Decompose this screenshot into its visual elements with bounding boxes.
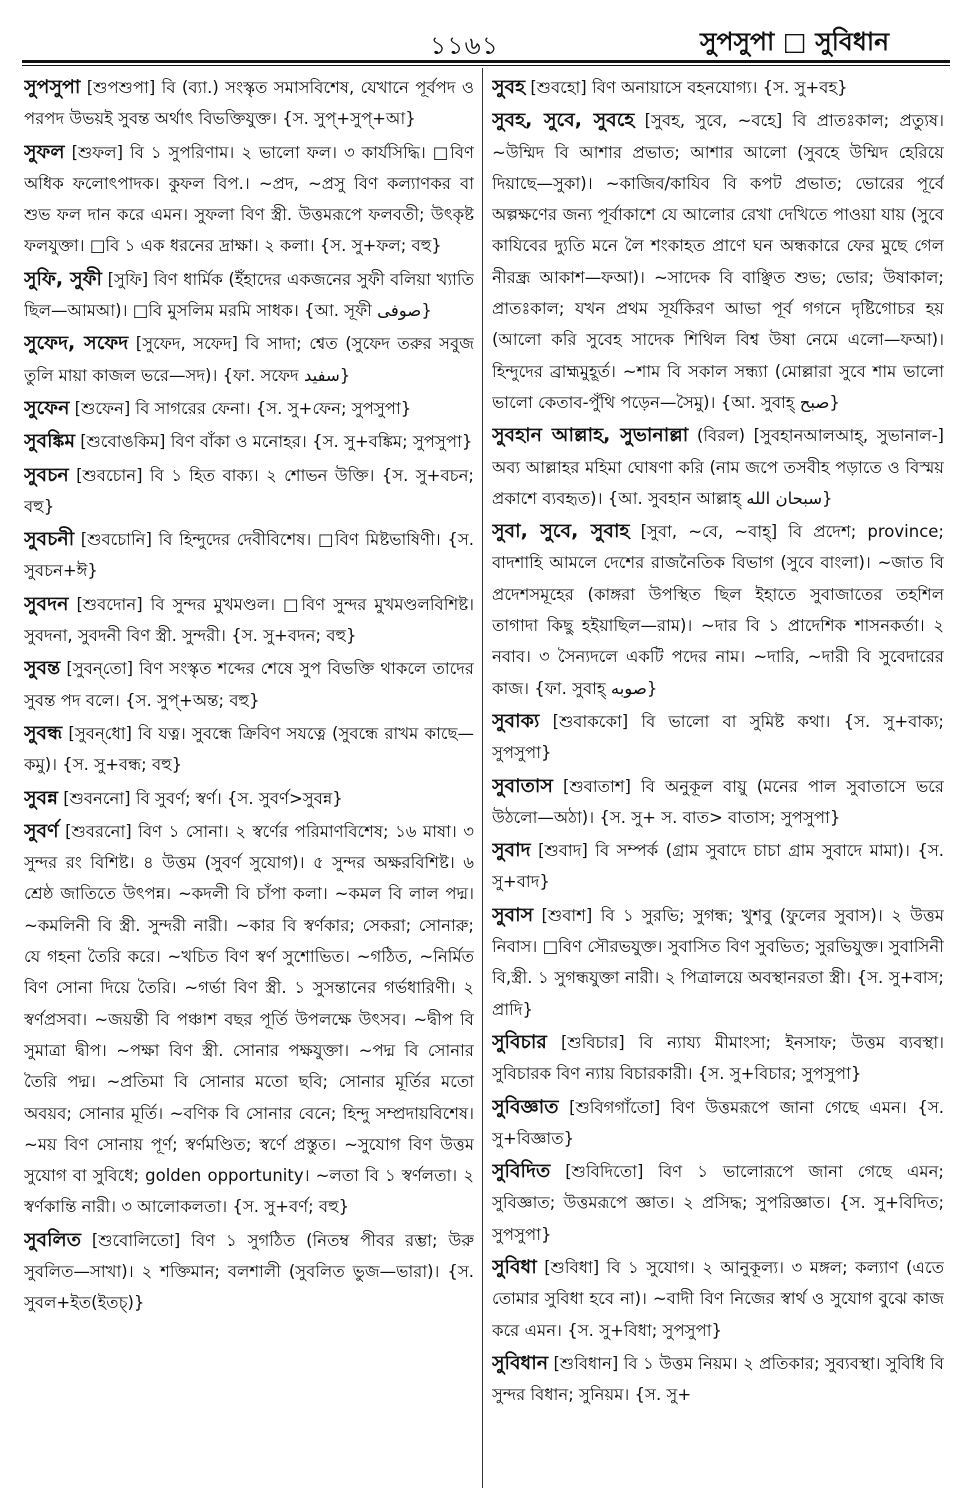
dictionary-entry: [492, 1252, 944, 1346]
entry-headword: সুবঙ্কিম: [24, 430, 75, 453]
page-number: ১১৬১: [430, 31, 499, 60]
entry-definition: [শুবোঙকিম] বিণ বাঁকা ও মনোহর। {স. সু+বঙ্কিম; সুপসুপা}: [80, 432, 473, 452]
entry-definition: [শুবরনো] বিণ ১ সোনা। ২ স্বর্ণের পরিমাণবিশেষ; ১৬ মাষা। ৩ সুন্দর রং বিশিষ্ট। ৪ উত্তম (সুবর্ণ সুযোগ)। ৫ সুন্দর অক্ষরবিশিষ্ট। ৬ শ্রেষ্ঠ জাতিতে উৎপন্ন। ~কদলী বি চাঁপা কলা। ~কমল বি লাল পদ্ম। ~কমলিনী বি স্ত্রী. সুন্দরী নারী। ~কার বি স্বর্ণকার; সেকরা; সোনারু; যে গহনা তৈরি করে। ~খচিত বিণ স্বর্ণ সুশোভিত। ~গঠিত, ~নির্মিত বিণ সোনা দিয়ে তৈরি। ~গর্ভা বিণ স্ত্রী. ১ সুসন্তানের গর্ভধারিণী। ২ স্বর্ণপ্রসবা। ~জয়ন্তী বি পঞ্চাশ বছর পূর্তি উপলক্ষে উৎসব। ~দ্বীপ বি সুমাত্রা দ্বীপ। ~পক্ষা বিণ স্ত্রী. সোনার পক্ষযুক্তা। ~পদ্ম বি সোনার তৈরি পদ্ম। ~প্রতিমা বি সোনার মতো ছবি; সোনার মূর্তির মতো অবয়ব; সোনার মূর্তি। ~বণিক বি সোনার বেনে; হিন্দু সম্প্রদায়বিশেষ। ~ময় বিণ সোনায় পূর্ণ; স্বর্ণমণ্ডিত; স্বর্ণে প্রস্তুত। ~সুযোগ বিণ উত্তম সুযোগ বা সুবিধে; golden opportunity। ~লতা বি ১ স্বর্ণলতা। ২ স্বর্ণকান্তি নারী। ৩ আলোকলতা। {স. সু+বর্ণ; বহু}: [24, 821, 474, 1217]
dictionary-entry: [24, 328, 474, 391]
column-divider: [482, 68, 483, 1488]
entry-headword: সুফি, সুফী: [24, 267, 102, 290]
dictionary-entry: [492, 706, 944, 769]
dictionary-entry: [24, 137, 474, 262]
entry-definition: [শুবাশ] বি ১ সুরভি; সুগন্ধ; খুশবু (ফুলের সুবাস)। ২ উত্তম নিবাস। □বিণ সৌরভযুক্ত। সুবাসিত বিণ সুবভিত; সুরভিযুক্ত। সুবাসিনী বি,স্ত্রী. ১ সুগন্ধযুক্তা নারী। ২ পিত্রালয়ে অবস্থানরতা স্ত্রী। {স. সু+বাস; প্রাদি}: [492, 905, 944, 1019]
entry-headword: সুবন্ধ: [24, 721, 63, 744]
entry-headword: সুবিজ্ঞাত: [492, 1095, 559, 1118]
dictionary-entry: [24, 816, 474, 1223]
left-column: [24, 72, 474, 1480]
entry-headword: সুবিধান: [492, 1351, 549, 1374]
entry-headword: সুবা, সুবে, সুবাহ: [492, 520, 630, 543]
entry-definition: [সুবন্‌তো] বিণ সংস্কৃত শব্দের শেষে সুপ বিভক্তি থাকলে তাদের সুবন্ত পদ বলে। {স. সুপ্+অন্ত; বহু}: [24, 659, 474, 710]
entry-headword: সুবহ, সুবে, সুবহে: [492, 109, 635, 132]
dictionary-entry: [24, 460, 474, 523]
header-rule-thin: [22, 65, 950, 66]
dictionary-entry: [492, 1027, 944, 1090]
entry-definition: [শুবাককো] বি ভালো বা সুমিষ্ট কথা। {স. সু+বাক্য; সুপসুপা}: [492, 711, 944, 763]
dictionary-entry: [24, 426, 474, 457]
entry-headword: সুবন্ত: [24, 657, 61, 680]
entry-definition: [শুবননো] বি সুবর্ণ; স্বর্ণ। {স. সুবর্ণ>সুবন্ন}: [63, 788, 343, 808]
dictionary-entry: [24, 1225, 474, 1319]
dictionary-entry: [24, 524, 474, 587]
entry-definition: [শুবদোন] বি সুন্দর মুখমণ্ডল। □বিণ সুন্দর মুখমণ্ডলবিশিষ্ট। সুবদনা, সুবদনী বিণ স্ত্রী. সুন্দরী। {স. সু+বদন; বহু}: [24, 594, 474, 646]
dictionary-entry: [492, 516, 944, 704]
entry-headword: সুপসুপা: [24, 76, 81, 98]
dictionary-entry: [492, 72, 944, 103]
entry-headword: সুফেন: [24, 396, 70, 419]
dictionary-entry: [492, 771, 944, 834]
entry-definition: (বিরল) [সুবহানআলআহ্, সুভানাল-] অব্য আল্লাহর মহিমা ঘোষণা করি (নাম জপে তসবীহ পড়াতে ও বিস্ময় প্রকাশে ব্যবহৃত)। {আ. সুবহান আল্লাহ্ سبحان الله}: [492, 426, 944, 508]
entry-definition: [সুফি] বিণ ধার্মিক (ইঁহাদের একজনের সুফী বলিয়া খ্যাতি ছিল—আমআ)। □বি মুসলিম মরমি সাধক। {আ. সূফী صوفی}: [24, 269, 474, 321]
entry-headword: সুবর্ণ: [24, 819, 59, 842]
entry-definition: [সুফেদ, সফেদ] বি সাদা; শ্বেত (সুফেদ তরুর সবুজ তুলি মায়া কাজল ভরে—সদ)। {ফা. সফেদ سفید}: [24, 334, 474, 385]
entry-definition: [সুবন্‌ধো] বি যত্ন। সুবন্ধে ক্রিবিণ সযত্নে (সুবন্ধে রাখম কাছে—কমু)। {স. সু+বন্ধ; বহু}: [24, 723, 474, 775]
dictionary-entry: [24, 72, 474, 135]
entry-headword: সুবিদিত: [492, 1160, 551, 1183]
right-column: [492, 72, 944, 1480]
dictionary-entry: [492, 420, 944, 514]
dictionary-entry: [24, 264, 474, 327]
entry-definition: [শুবহো] বিণ অনায়াসে বহনযোগ্য। {স. সু+বহ}: [530, 78, 848, 97]
entry-definition: [সুবা, ~বে, ~বাহ্] বি প্রদেশ; province; বাদশাহি আমলে দেশের রাজনৈতিক বিভাগ (সুবে বাংলা)। ~জাত বি প্রদেশসমূহের (কাঙ্গরা উপস্থিত ছিল ইহাতে সুবাজাতের তহশিল তাগাদা কিছু হইয়াছিল—রাম)। ~দার বি ১ প্রাদেশিক শাসনকর্তা। ২ নবাব। ৩ সৈন্যদলে একটি পদের নাম। ~দারি, ~দারী বি সুবেদারের কাজ। {ফা. সুবাহ্ صوبه}: [492, 522, 944, 698]
entry-definition: [শুবাতাশ] বি অনুকূল বায়ু (মনের পাল সুবাতাসে ভরে উঠলো—অঠা)। {স. সু+ স. বাত> বাতাস; সুপসুপা}: [492, 776, 944, 827]
entry-headword: সুবাতাস: [492, 774, 553, 797]
entry-headword: সুবিধা: [492, 1255, 537, 1278]
entry-definition: [শুবিচার] বি ন্যায্য মীমাংসা; ইনসাফ; উত্তম ব্যবস্থা। সুবিচারক বিণ ন্যায় বিচারকারী। {স. সু+বিচার; সুপসুপা}: [492, 1032, 944, 1084]
entry-headword: সুবাদ: [492, 839, 531, 862]
entry-headword: সুবিচার: [492, 1030, 547, 1053]
entry-headword: সুবহান আল্লাহ, সুভানাল্লা: [492, 424, 689, 447]
entry-headword: সুবাস: [492, 903, 534, 926]
entry-headword: সুফল: [24, 140, 65, 163]
header-rule: [22, 60, 950, 63]
entry-definition: [শুফেন] বি সাগরের ফেনা। {স. সু+ফেন; সুপসুপা}: [74, 398, 412, 418]
dictionary-entry: [24, 653, 474, 716]
entry-definition: [শুফল] বি ১ সুপরিণাম। ২ ভালো ফল। ৩ কার্যসিদ্ধি। □বিণ অধিক ফলোৎপাদক। কুফল বিপ.। ~প্রদ, ~প্রসু বিণ কল্যাণকর বা শুভ ফল দান করে এমন। সুফলা বিণ স্ত্রী. উত্তমরূপে ফলবতী; উৎকৃষ্ট ফলযুক্তা। □বি ১ এক ধরনের দ্রাক্ষা। ২ কলা। {স. সু+ফল; বহু}: [24, 142, 474, 256]
entry-definition: [শুবোলিতো] বিণ ১ সুগঠিত (নিতম্ব পীবর রম্ভা; উরু সুবলিত—সাখা)। ২ শক্তিমান; বলশালী (সুবলিত ভুজ—ভারা)। {স. সুবল+ইত(ইতচ্)}: [24, 1230, 474, 1313]
entry-definition: [শুবচোনি] বি হিন্দুদের দেবীবিশেষ। □বিণ মিষ্টভাষিণী। {স. সুবচন+ঈ}: [24, 530, 474, 581]
entry-definition: [শুপশুপা] বি (ব্যা.) সংস্কৃত সমাসবিশেষ, যেখানে পূর্বপদ ও পরপদ উভয়ই সুবন্ত অর্থাৎ বিভক্তিযুক্ত। {স. সুপ্+সুপ্+আ}: [24, 78, 474, 129]
dictionary-entry: [492, 105, 944, 418]
entry-headword: সুবলিত: [24, 1228, 81, 1251]
running-head: সুপসুপা □ সুবিধান: [700, 27, 890, 56]
dictionary-entry: [492, 835, 944, 898]
entry-definition: [শুবিগগাঁতো] বিণ উত্তমরূপে জানা গেছে এমন। {স. সু+বিজ্ঞাত}: [492, 1097, 944, 1148]
dictionary-entry: [24, 589, 474, 652]
dictionary-entry: [492, 1156, 944, 1250]
entry-headword: সুবচনী: [24, 528, 75, 551]
entry-headword: সুবহ: [492, 76, 526, 98]
dictionary-entry: [492, 1092, 944, 1155]
entry-headword: সুবচন: [24, 463, 69, 486]
entry-definition: [সুবহ, সুবে, ~বহে] বি প্রাতঃকাল; প্রত্যুষ। ~উম্মিদ বি আশার প্রভাত; আশার আলো (সুবহে উম্মিদ হেরিয়ে দিয়াছে—সুকা)। ~কাজিব/কাযিব বি কপট প্রভাত; ভোরের পূর্বে অল্পক্ষণের জন্য পূর্বাকাশে যে আলোর রেখা দেখিতে পাওয়া যায় (সুবে কাযিবের দ্যুতি মনে লৈ শংকাহত প্রাণে ঘন অন্ধকারে ফের মুছে গেল নীরন্ধ্র আকাশ—ফআ)। ~সাদেক বি বাঞ্ছিত শুভ; ভোর; উষাকাল; প্রাতঃকাল; যখন প্রথম সূর্যকিরণ আভা পূর্ব গগনে দৃষ্টিগোচর হয় (আলো করি সুবেহ সাদেক শিথিল বিশ্ব উষা নেমে এলো—ফআ)। হিন্দুদের ব্রাহ্মমুহূর্ত। ~শাম বি সকাল সন্ধ্যা (মোল্লারা সুবে শাম ভালো ভালো কেতাব-পুঁথি পড়েন—সৈমু)। {আ. সুবাহ্ صبح}: [492, 111, 944, 412]
entry-definition: [শুবিদিতো] বিণ ১ ভালোরূপে জানা গেছে এমন; সুবিজ্ঞাত; উত্তমরূপে জ্ঞাত। ২ প্রসিদ্ধ; সুপরিজ্ঞাত। {স. সু+বিদিত; সুপসুপা}: [492, 1162, 944, 1244]
entry-definition: [শুবচোন] বি ১ হিত বাক্য। ২ শোভন উক্তি। {স. সু+বচন; বহু}: [24, 465, 474, 516]
entry-headword: সুবদন: [24, 592, 69, 615]
entry-headword: সুফেদ, সফেদ: [24, 332, 129, 355]
entry-definition: [শুবিধা] বি ১ সুযোগ। ২ আনুকূল্য। ৩ মঙ্গল; কল্যাণ (এতে তোমার সুবিধা হবে না)। ~বাদী বিণ নিজের স্বার্থ ও সুযোগ বুঝে কাজ করে এমন। {স. সু+বিধা; সুপসুপা}: [492, 1257, 944, 1340]
entry-definition: [শুবাদ] বি সম্পর্ক (গ্রাম সুবাদে চাচা গ্রাম সুবাদে মামা)। {স. সু+বাদ}: [492, 841, 944, 892]
entry-definition: [শুবিধান] বি ১ উত্তম নিয়ম। ২ প্রতিকার; সুব্যবস্থা। সুবিধি বি সুন্দর বিধান; সুনিয়ম। {স. সু+: [492, 1353, 944, 1405]
dictionary-entry: [492, 900, 944, 1025]
dictionary-entry: [24, 393, 474, 424]
dictionary-entry: [24, 783, 474, 814]
dictionary-entry: [24, 718, 474, 781]
dictionary-entry: [492, 1348, 944, 1411]
entry-headword: সুবন্ন: [24, 786, 58, 809]
entry-headword: সুবাক্য: [492, 709, 540, 732]
